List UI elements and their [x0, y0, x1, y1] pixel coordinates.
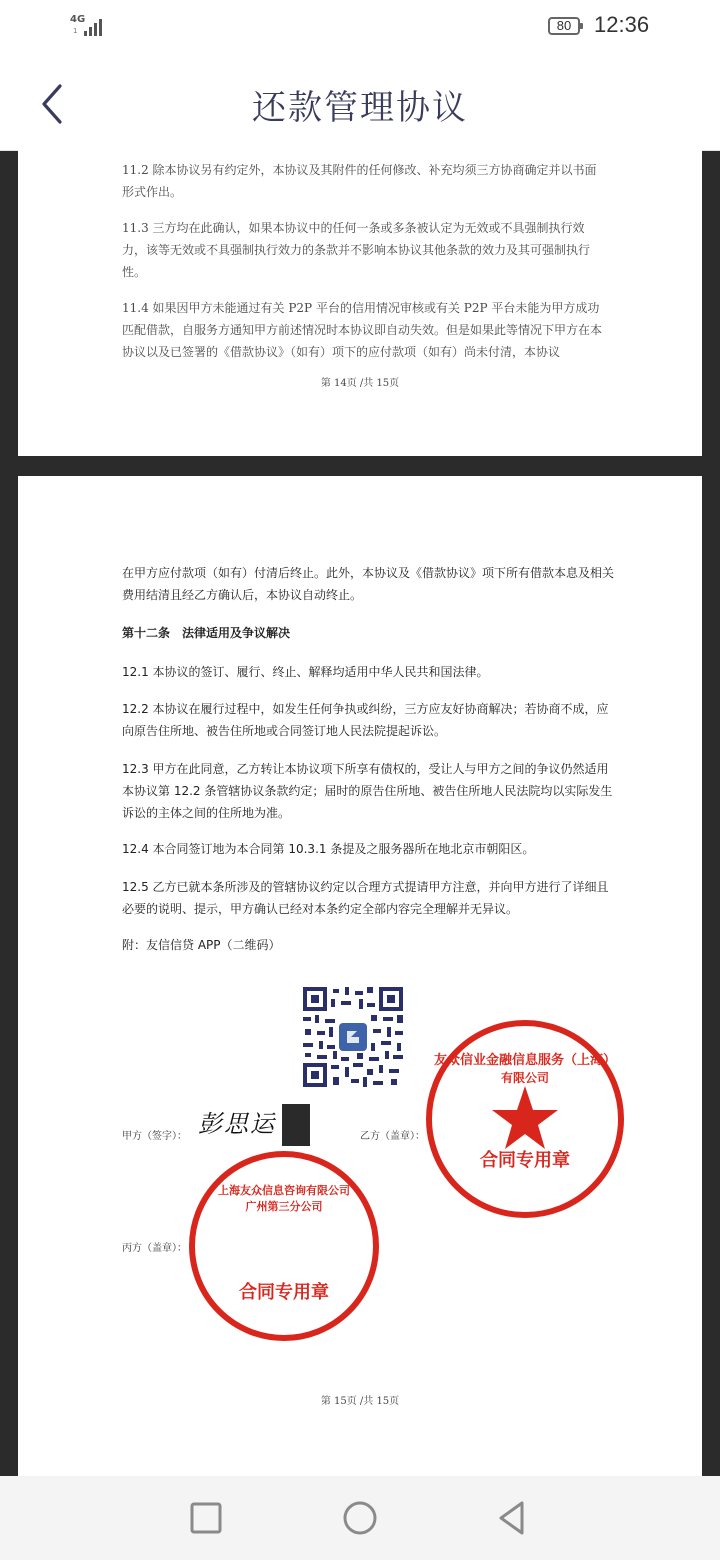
section-heading: 第十二条 法律适用及争议解决: [122, 626, 291, 640]
page-number-14: 第 14页 /共 15页: [320, 378, 400, 389]
company-seal-c: [186, 1148, 382, 1344]
triangle-back-icon: [494, 1498, 534, 1538]
home-button[interactable]: [340, 1498, 380, 1538]
circle-icon: [340, 1498, 380, 1538]
page-title: 还款管理协议: [252, 88, 468, 128]
svg-text:友众信业金融信息服务（上海）: 友众信业金融信息服务（上海）: [433, 1053, 617, 1068]
continuation-text: 在甲方应付款项（如有）付清后终止。此外，本协议及《借款协议》项下所有借款本息及相关费用结清且经乙方确认后，本协议自动终止。: [122, 566, 615, 602]
clause-11-4: 11.4 如果因甲方未能通过有关 P2P 平台的信用情况审核或有关 P2P 平台未能为甲方成功匹配借款，自服务方通知甲方前述情况时本协议即自动失效。但是如果此等情况下甲方在本协议以及已签署的《借款协议》（如有）项下的应付款项（如有）尚未付清，本协议: [122, 301, 603, 359]
party-a-label: 甲方（签字）：: [122, 1131, 187, 1142]
clock: 12:36: [594, 12, 650, 37]
battery-level: 80: [556, 18, 572, 33]
document-page-15: [18, 476, 702, 1476]
party-b-label: 乙方（盖章）：: [360, 1131, 425, 1142]
svg-text:合同专用章: 合同专用章: [480, 1150, 570, 1171]
clause-11-2: 11.2 除本协议另有约定外，本协议及其附件的任何修改、补充均须三方协商确定并以书面形式作出。: [122, 163, 597, 199]
clause-12-1: 12.1 本协议的签订、履行、终止、解释均适用中华人民共和国法律。: [122, 665, 489, 679]
document-page-14: [18, 150, 702, 456]
svg-text:上海友众信息咨询有限公司: 上海友众信息咨询有限公司: [218, 1184, 350, 1197]
clause-11-3: 11.3 三方均在此确认，如果本协议中的任何一条或多条被认定为无效或不具强制执行效力，该等无效或不具强制执行效力的条款并不影响本协议其他条款的效力及其可强制执行性。: [122, 221, 591, 279]
clause-12-4: 12.4 本合同签订地为本合同第 10.3.1 条提及之服务器所在地北京市朝阳区。: [122, 842, 535, 856]
sim-index: 1: [73, 27, 78, 35]
network-type: 4G: [70, 14, 86, 25]
fingerprint-image: [282, 1104, 310, 1146]
page-number-15: 第 15页 /共 15页: [320, 1396, 400, 1407]
company-seal-b: [422, 1016, 628, 1222]
battery-icon: [548, 17, 580, 35]
clause-12-2: 12.2 本协议在履行过程中，如发生任何争执或纠纷，三方应友好协商解决；若协商不成，应向原告住所地、被告住所地或合同签订地人民法院提起诉讼。: [122, 702, 609, 738]
clause-12-3: 12.3 甲方在此同意，乙方转让本协议项下所享有债权的，受让人与甲方之间的争议仍然适用本协议第 12.2 条管辖协议条款约定；届时的原告住所地、被告住所地人民法院均以实际发生诉讼的主体之间的住所地为准。: [122, 762, 613, 820]
recent-apps-button[interactable]: [186, 1498, 226, 1538]
svg-text:有限公司: 有限公司: [500, 1071, 550, 1085]
square-icon: [186, 1498, 226, 1538]
status-bar: [0, 0, 720, 56]
clause-12-5: 12.5 乙方已就本条所涉及的管辖协议约定以合理方式提请甲方注意，并向甲方进行了详细且必要的说明、提示，甲方确认已经对本条约定全部内容完全理解并无异议。: [122, 880, 609, 916]
signal-icon: [70, 14, 106, 40]
title-bar: [0, 56, 720, 151]
svg-text:广州第三分公司: 广州第三分公司: [245, 1200, 323, 1213]
navigation-bar: [0, 1476, 720, 1560]
qr-code: [301, 985, 405, 1089]
svg-text:合同专用章: 合同专用章: [239, 1282, 329, 1303]
appendix-label: 附：友信信贷 APP（二维码）: [122, 938, 281, 952]
party-a-signature: 彭思运: [198, 1110, 276, 1138]
nav-back-button[interactable]: [494, 1498, 534, 1538]
party-c-label: 丙方（盖章）：: [122, 1243, 187, 1254]
